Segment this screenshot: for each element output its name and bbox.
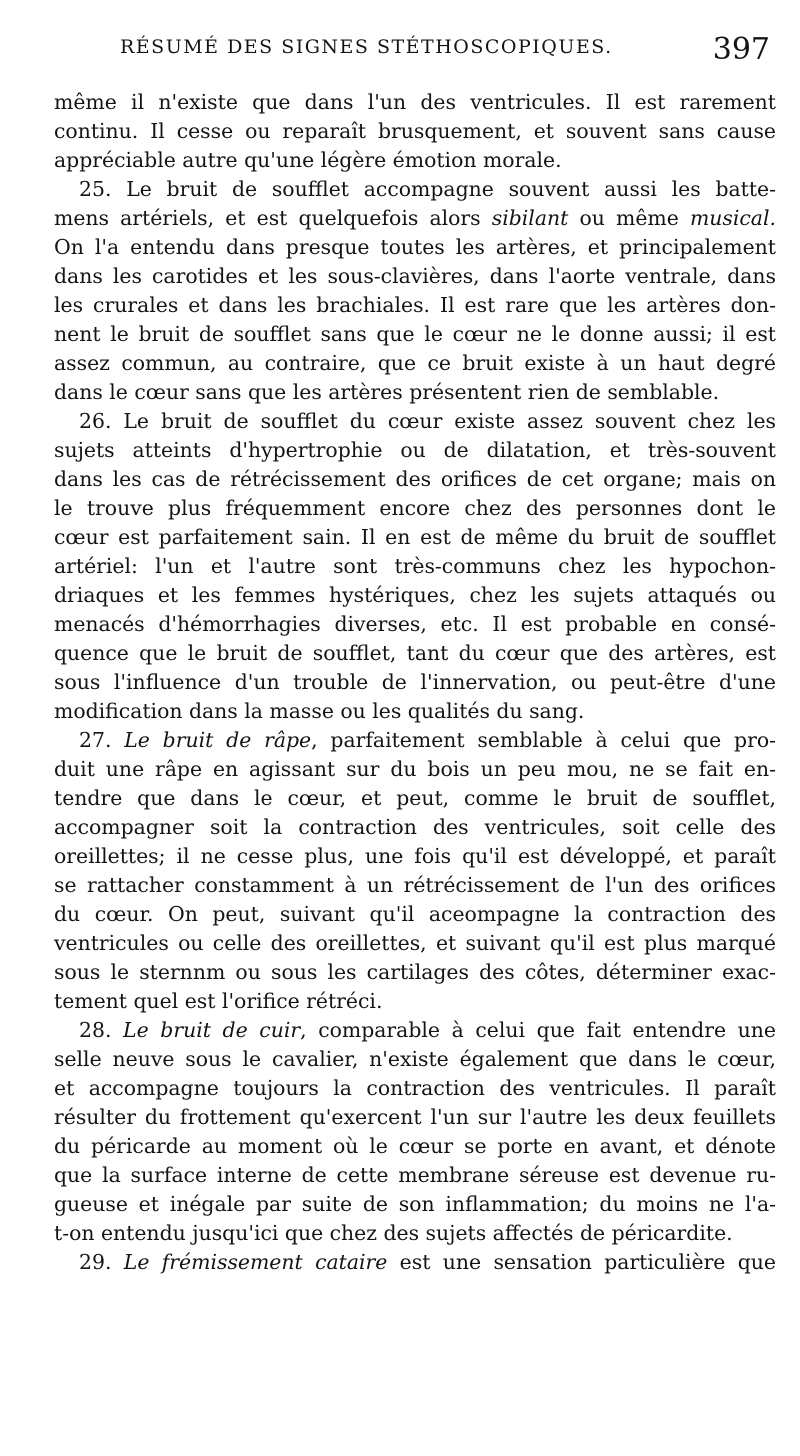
paragraph-start-line [54,726,776,755]
text-run: menacés d'hémorrhagies diverses, etc. Il est probable en consé- [54,612,776,636]
text-line [54,610,776,639]
text-run: dans les cas de rétrécissement des orifices de cet organe; mais on [54,467,776,491]
text-run: On l'a entendu dans presque toutes les artères, et principalement [54,235,776,259]
text-run: est une sensation particulière que [387,1250,776,1274]
text-run: sous le sternnm ou sous les cartilages des côtes, déterminer exac- [54,960,776,984]
italic-term: Le bruit de cuir [123,1018,301,1042]
text-line [54,494,776,523]
text-run: dans le cœur sans que les artères présentent rien de semblable. [54,380,720,404]
text-run: driaques et les femmes hystériques, chez les sujets attaqués ou [54,583,776,607]
text-run: cœur est parfaitement sain. Il en est de même du bruit de soufflet [54,525,776,549]
text-run: résulter du frottement qu'exercent l'un sur l'autre les deux feuillets [54,1105,776,1129]
text-line [54,291,776,320]
paragraph-start-line [54,1248,776,1277]
text-run: assez commun, au contraire, que ce bruit existe à un haut degré [54,351,776,375]
text-run: dans les carotides et les sous-clavières, dans l'aorte ventrale, dans [54,264,776,288]
text-run: tement quel est l'orifice rétréci. [54,989,383,1013]
text-line [54,1132,776,1161]
text-line [54,1045,776,1074]
text-line [54,465,776,494]
text-line [54,320,776,349]
running-title: RÉSUMÉ DES SIGNES STÉTHOSCOPIQUES. [120,36,613,58]
text-line [54,871,776,900]
italic-term: sibilant [491,206,569,230]
text-line [54,523,776,552]
text-run: 27. [79,728,125,752]
body-text [54,88,776,1277]
text-line [54,784,776,813]
text-run: les crurales et dans les brachiales. Il est rare que les artères don- [54,293,776,317]
text-line [54,436,776,465]
text-run: du péricarde au moment où le cœur se porte en avant, et dénote [54,1134,776,1158]
text-run: artériel: l'un et l'autre sont très-communs chez les hypochon- [54,554,776,578]
text-line [54,552,776,581]
text-line [54,1190,776,1219]
text-line [54,929,776,958]
text-line [54,697,776,726]
text-line [54,1219,776,1248]
text-line [54,668,776,697]
text-run: appréciable autre qu'une légère émotion morale. [54,148,562,172]
text-run: oreillettes; il ne cesse plus, une fois qu'il est développé, et paraît [54,844,776,868]
text-line [54,1103,776,1132]
text-line [54,349,776,378]
text-run: quence que le bruit de soufflet, tant du cœur que des artères, est [54,641,776,665]
text-line [54,900,776,929]
text-run: accompagner soit la contraction des ventricules, soit celle des [54,815,776,839]
text-run: et accompagne toujours la contraction des ventricules. Il paraît [54,1076,776,1100]
text-run: modification dans la masse ou les qualités du sang. [54,699,585,723]
paragraph-start-line [54,1016,776,1045]
text-line [54,987,776,1016]
text-line [54,88,776,117]
text-run: 29. [79,1250,124,1274]
paragraph-start-line [54,407,776,436]
text-line [54,1074,776,1103]
text-run: , parfaitement semblable à celui que pro- [311,728,776,752]
text-run: nent le bruit de soufflet sans que le cœur ne le donne aussi; il est [54,322,776,346]
text-run: ventricules ou celle des oreillettes, et suivant qu'il est plus marqué [54,931,776,955]
text-run: ou même [568,206,690,230]
italic-term: musical. [689,206,776,230]
text-run: t-on entendu jusqu'ici que chez des sujets affectés de péricardite. [54,1221,733,1245]
page-number: 397 [712,32,770,67]
text-line [54,117,776,146]
text-line [54,842,776,871]
text-run: sous l'influence d'un trouble de l'innervation, ou peut-être d'une [54,670,776,694]
text-run: duit une râpe en agissant sur du bois un peu mou, ne se fait en- [54,757,776,781]
text-run: 28. [79,1018,124,1042]
text-run: se rattacher constamment à un rétrécissement de l'un des orifices [54,873,776,897]
italic-term: Le bruit de râpe [124,728,312,752]
text-line [54,146,776,175]
text-line [54,813,776,842]
page-header [0,32,800,76]
text-run: même il n'existe que dans l'un des ventricules. Il est rarement [54,90,776,114]
text-run: mens artériels, et est quelquefois alors [54,206,492,230]
text-run: , comparable à celui que fait entendre une [300,1018,776,1042]
text-run: selle neuve sous le cavalier, n'existe également que dans le cœur, [54,1047,776,1071]
text-run: 25. Le bruit de soufflet accompagne souvent aussi les batte- [79,177,776,201]
text-line [54,958,776,987]
text-run: que la surface interne de cette membrane séreuse est devenue ru- [54,1163,776,1187]
text-run: gueuse et inégale par suite de son inflammation; du moins ne l'a- [54,1192,776,1216]
text-line [54,204,776,233]
text-run: 26. Le bruit de soufflet du cœur existe assez souvent chez les [79,409,776,433]
text-line [54,755,776,784]
text-run: du cœur. On peut, suivant qu'il aceompagne la contraction des [54,902,776,926]
text-line [54,233,776,262]
text-line [54,581,776,610]
text-run: tendre que dans le cœur, et peut, comme le bruit de soufflet, [54,786,776,810]
text-line [54,262,776,291]
text-run: le trouve plus fréquemment encore chez des personnes dont le [54,496,776,520]
italic-term: Le frémissement cataire [123,1250,388,1274]
text-line [54,639,776,668]
text-line [54,378,776,407]
text-line [54,1161,776,1190]
paragraph-start-line [54,175,776,204]
text-run: sujets atteints d'hypertrophie ou de dilatation, et très-souvent [54,438,776,462]
text-run: continu. Il cesse ou reparaît brusquement, et souvent sans cause [54,119,776,143]
